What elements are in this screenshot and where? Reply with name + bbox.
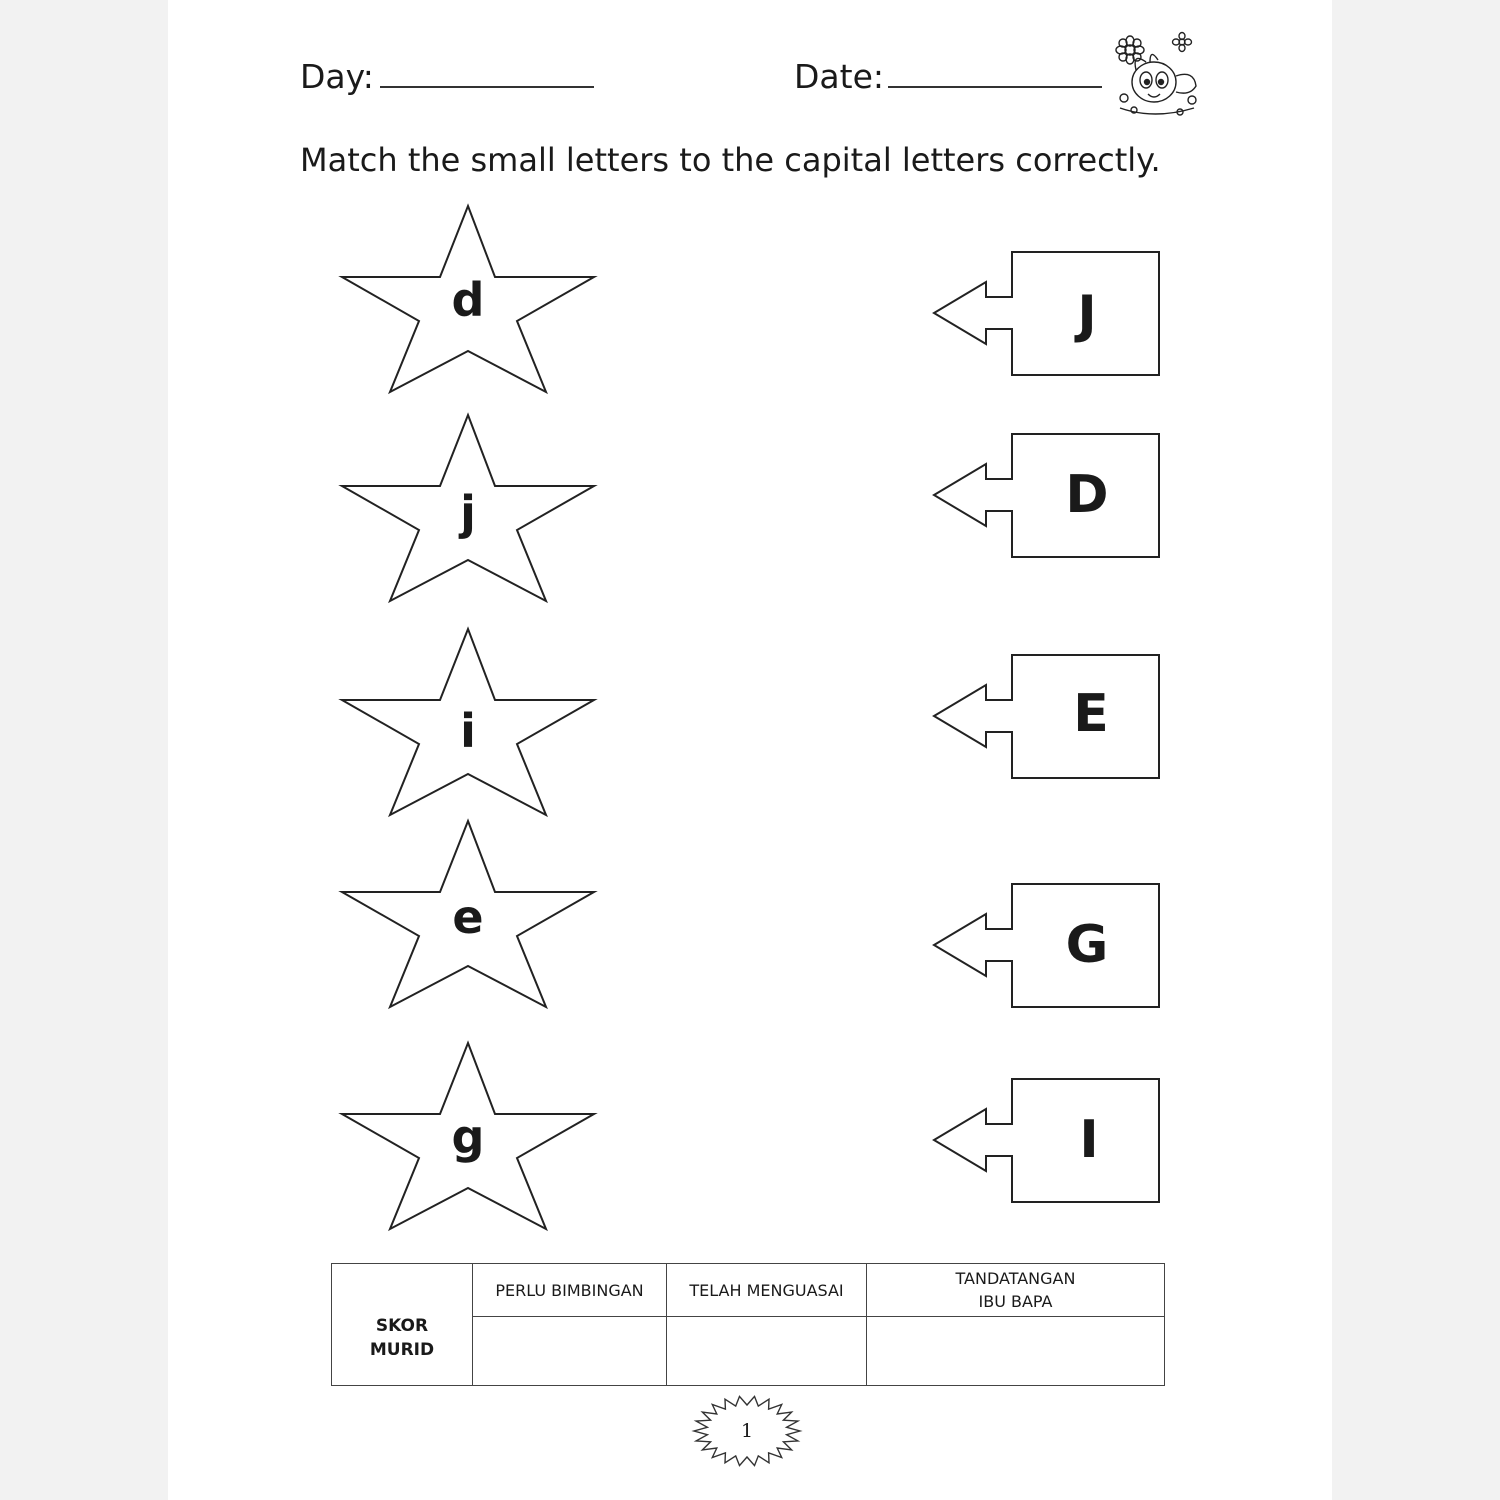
small-letter[interactable]: i: [460, 704, 476, 758]
tandatangan-cell[interactable]: [867, 1317, 1165, 1386]
small-letter[interactable]: e: [452, 890, 484, 944]
date-blank-line[interactable]: [888, 86, 1102, 88]
star-shape-3: [341, 628, 595, 816]
capital-letter[interactable]: I: [1079, 1110, 1099, 1170]
small-letter[interactable]: g: [451, 1110, 485, 1164]
capital-letter[interactable]: D: [1065, 465, 1109, 525]
instruction-text: Match the small letters to the capital letters correctly.: [300, 141, 1161, 179]
page-number-badge: [692, 1395, 802, 1467]
day-blank-line[interactable]: [380, 86, 594, 88]
arrow-box-4: [932, 883, 1162, 1009]
star-shape-2: [341, 414, 595, 602]
skor-murid-cell: [332, 1264, 473, 1386]
date-label: Date:: [794, 57, 884, 96]
tandatangan-label: TANDATANGAN: [955, 1269, 1076, 1288]
small-letter[interactable]: j: [460, 486, 476, 540]
telah-menguasai-header: TELAH MENGUASAI: [667, 1264, 867, 1317]
ibu-bapa-label: IBU BAPA: [978, 1292, 1053, 1311]
score-table: [331, 1263, 1165, 1386]
arrow-box-1: [932, 251, 1162, 377]
arrow-box-5: [932, 1078, 1162, 1204]
perlu-bimbingan-header: PERLU BIMBINGAN: [473, 1264, 667, 1317]
star-shape-1: [341, 205, 595, 393]
arrow-box-3: [932, 654, 1162, 780]
telah-menguasai-cell[interactable]: [667, 1317, 867, 1386]
day-label: Day:: [300, 57, 374, 96]
star-shape-4: [341, 820, 595, 1008]
perlu-bimbingan-cell[interactable]: [473, 1317, 667, 1386]
arrow-box-2: [932, 433, 1162, 559]
tandatangan-header: [867, 1264, 1165, 1317]
star-shape-5: [341, 1042, 595, 1230]
skor-label: SKOR: [375, 1315, 429, 1336]
page-number: 1: [740, 1420, 754, 1442]
bird-with-flowers-icon: [1110, 30, 1202, 118]
capital-letter[interactable]: E: [1073, 684, 1109, 744]
capital-letter[interactable]: J: [1077, 285, 1097, 345]
small-letter[interactable]: d: [451, 273, 485, 327]
capital-letter[interactable]: G: [1065, 915, 1109, 975]
murid-label: MURID: [369, 1339, 435, 1360]
